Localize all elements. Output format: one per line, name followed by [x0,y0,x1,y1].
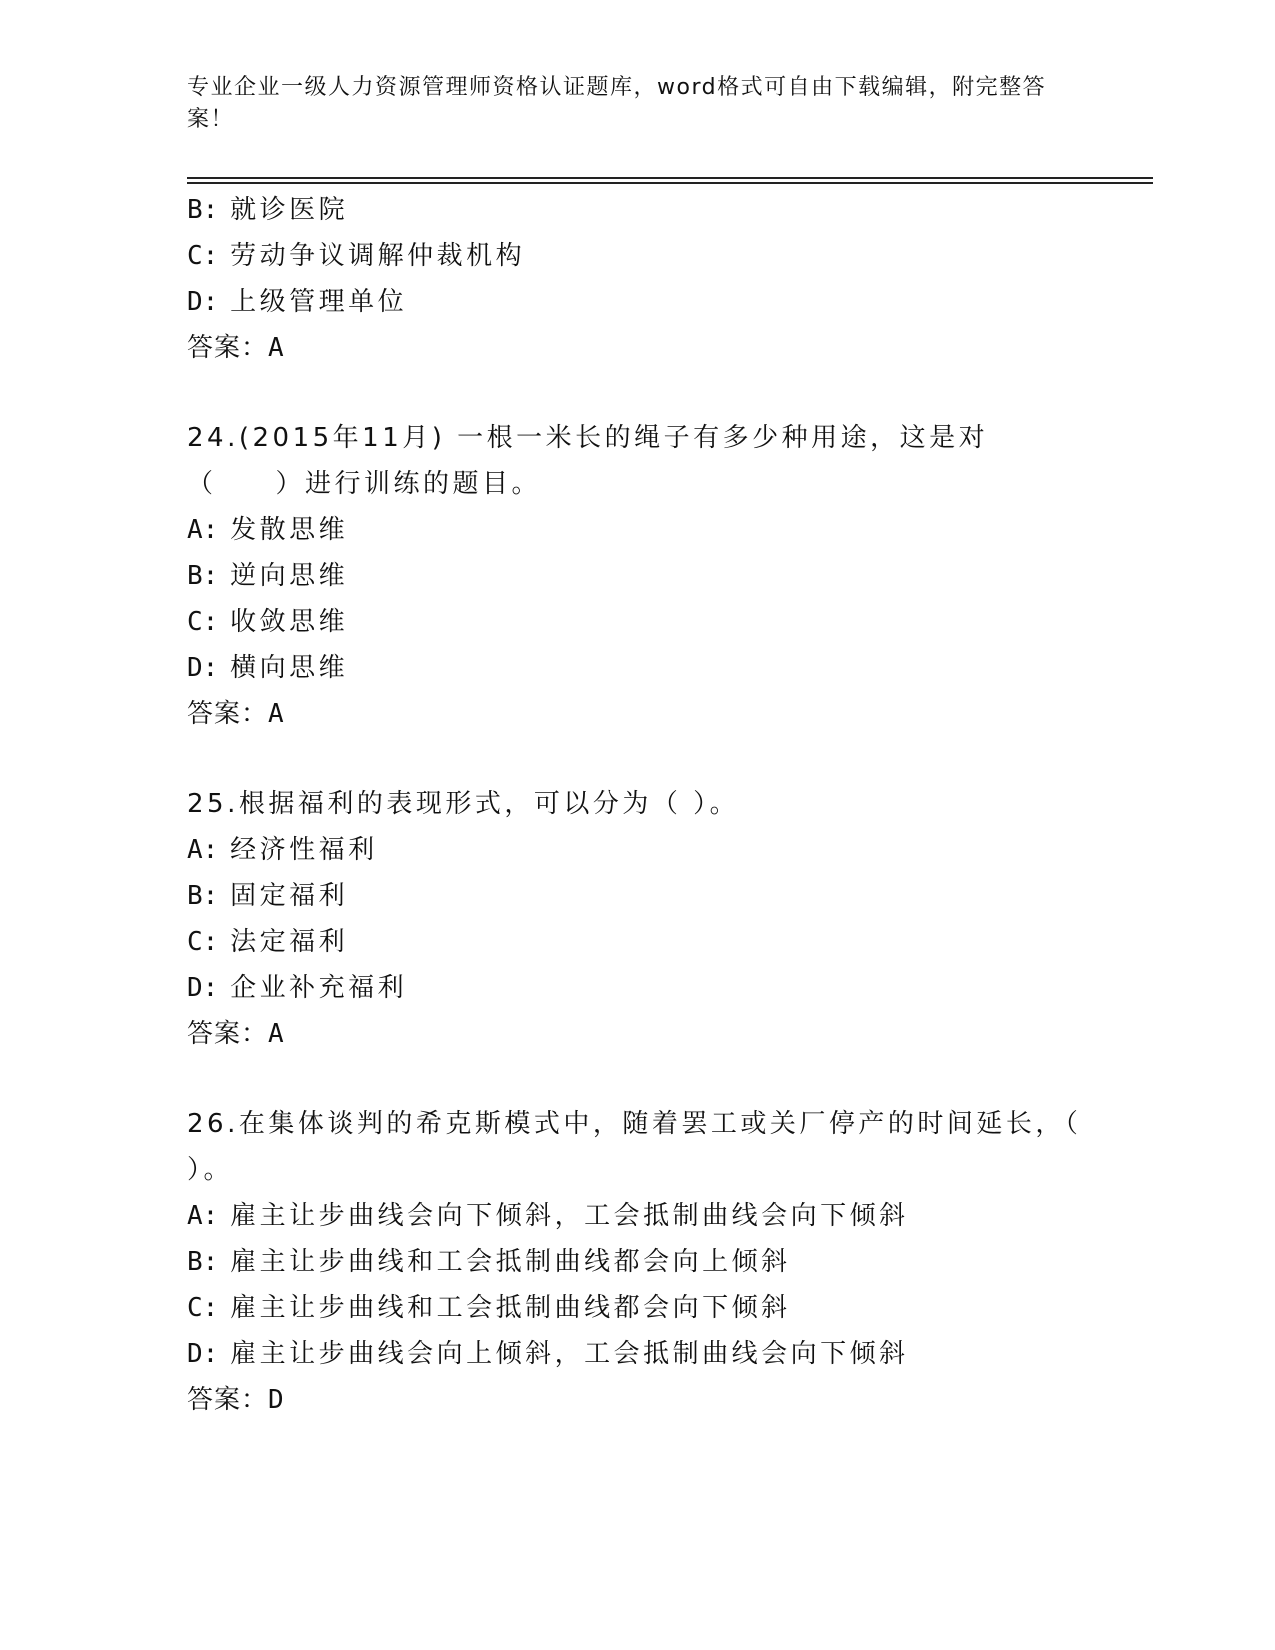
answer-label: 答案： [187,1019,269,1049]
answer-label: 答案： [187,699,269,729]
option-text: 雇主让步曲线会向上倾斜，工会抵制曲线会向下倾斜 [230,1339,909,1369]
option-letter: B: [187,881,219,911]
option-row [187,1331,1087,1377]
header-rule-bottom [187,182,1153,184]
option-letter: A: [187,835,219,865]
question-block-prev [187,187,1087,371]
option-row [187,233,1087,279]
answer-row [187,325,1087,371]
option-letter: C: [187,607,219,637]
option-row [187,1193,1087,1239]
question-stem: 26.在集体谈判的希克斯模式中，随着罢工或关厂停产的时间延长，（ ）。 [187,1109,1082,1185]
question-list [187,187,1087,1423]
option-row [187,507,1087,553]
option-letter: C: [187,927,219,957]
page-header: 专业企业一级人力资源管理师资格认证题库，word格式可自由下载编辑，附完整答案！ [187,75,1047,132]
option-text: 逆向思维 [230,561,349,591]
option-text: 法定福利 [230,927,349,957]
option-row [187,919,1087,965]
question-block-24 [187,415,1087,737]
spacer [187,1057,1087,1101]
answer-row [187,691,1087,737]
option-letter: D: [187,1339,219,1369]
spacer [187,737,1087,781]
option-letter: C: [187,241,219,271]
option-text: 横向思维 [230,653,349,683]
option-text: 雇主让步曲线和工会抵制曲线都会向下倾斜 [230,1293,791,1323]
answer-label: 答案： [187,333,269,363]
option-text: 雇主让步曲线会向下倾斜，工会抵制曲线会向下倾斜 [230,1201,909,1231]
option-row [187,279,1087,325]
answer-value: D [268,1385,284,1415]
option-text: 经济性福利 [230,835,378,865]
question-block-26 [187,1101,1087,1423]
answer-row [187,1377,1087,1423]
answer-value: A [268,1019,284,1049]
option-row [187,599,1087,645]
option-letter: B: [187,561,219,591]
option-letter: A: [187,1201,219,1231]
option-text: 企业补充福利 [230,973,408,1003]
option-letter: D: [187,287,219,317]
answer-row [187,1011,1087,1057]
option-text: 上级管理单位 [230,287,408,317]
option-text: 收敛思维 [230,607,349,637]
option-text: 雇主让步曲线和工会抵制曲线都会向上倾斜 [230,1247,791,1277]
option-letter: D: [187,973,219,1003]
option-text: 就诊医院 [230,195,349,225]
spacer [187,371,1087,415]
answer-value: A [268,699,284,729]
option-letter: A: [187,515,219,545]
option-row [187,187,1087,233]
option-row [187,1239,1087,1285]
question-stem: 24.(2015年11月) 一根一米长的绳子有多少种用途，这是对（ ）进行训练的题目。 [187,423,989,499]
option-row [187,827,1087,873]
option-letter: D: [187,653,219,683]
option-row [187,965,1087,1011]
option-letter: B: [187,195,219,225]
option-row [187,873,1087,919]
answer-label: 答案： [187,1385,269,1415]
option-letter: B: [187,1247,219,1277]
option-row [187,1285,1087,1331]
option-text: 固定福利 [230,881,349,911]
option-text: 发散思维 [230,515,349,545]
question-block-25 [187,781,1087,1057]
question-stem: 25.根据福利的表现形式，可以分为（ ）。 [187,789,740,819]
option-letter: C: [187,1293,219,1323]
option-row [187,553,1087,599]
option-text: 劳动争议调解仲裁机构 [230,241,526,271]
answer-value: A [268,333,284,363]
option-row [187,645,1087,691]
header-rule-top [187,177,1153,179]
